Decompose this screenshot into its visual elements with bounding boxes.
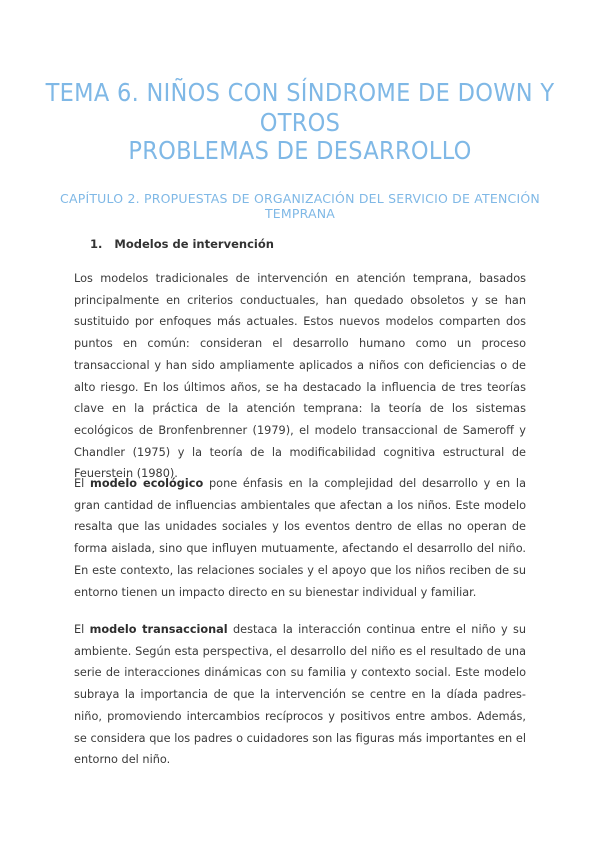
section-title: Modelos de intervención bbox=[114, 237, 274, 251]
paragraph-3-bold: modelo transaccional bbox=[89, 623, 228, 636]
paragraph-3 bbox=[74, 619, 526, 771]
page-title-line-1: TEMA 6. NIÑOS CON SÍNDROME DE DOWN Y OTROS bbox=[45, 78, 555, 137]
section-heading bbox=[90, 237, 274, 251]
paragraph-3-lead: El bbox=[74, 623, 90, 636]
section-number: 1. bbox=[90, 237, 103, 251]
paragraph-2-bold: modelo ecológico bbox=[90, 477, 204, 490]
paragraph-2-lead: El bbox=[74, 477, 91, 490]
paragraph-1: Los modelos tradicionales de intervención en atención temprana, basados principalmente en criterios conductuales, han quedado obsoletos y se han sustituido por enfoques más actuales. Estos nuevos modelos comparten dos puntos en común: consideran el desarrollo humano como un proceso transaccional y han sido ampliamente aplicados a niños con deficiencias o de alto riesgo. En los últimos años, se ha destacado la influencia de tres teorías clave en la práctica de la atención temprana: la teoría de los sistemas ecológicos de Bronfenbrenner (1979), el modelo transaccional de Sameroff y Chandler (1975) y la teoría de la modificabilidad cognitiva estructural de Feuerstein (1980). bbox=[74, 272, 526, 481]
paragraph-2-rest: pone énfasis en la complejidad del desarrollo y en la gran cantidad de influencias ambientales que afectan a los niños. Este modelo resalta que las unidades sociales y los eventos dentro de ellas no operan de forma aislada, sino que influyen mutuamente, afectando el desarrollo del niño. En este contexto, las relaciones sociales y el apoyo que los niños reciben de su entorno tienen un impacto directo en su bienestar individual y familiar. bbox=[74, 477, 526, 599]
page-title-line-2: PROBLEMAS DE DESARROLLO bbox=[128, 136, 472, 165]
chapter-subtitle: CAPÍTULO 2. PROPUESTAS DE ORGANIZACIÓN DEL SERVICIO DE ATENCIÓN TEMPRANA bbox=[60, 191, 540, 221]
paragraph-3-rest: destaca la interacción continua entre el niño y su ambiente. Según esta perspectiva, el desarrollo del niño es el resultado de una serie de interacciones dinámicas con su familia y contexto social. Este modelo subraya la importancia de que la intervención se centre en la díada padres-niño, promoviendo intercambios recíprocos y positivos entre ambos. Además, se considera que los padres o cuidadores son las figuras más importantes en el entorno del niño. bbox=[74, 623, 526, 767]
paragraph-2 bbox=[74, 473, 526, 603]
